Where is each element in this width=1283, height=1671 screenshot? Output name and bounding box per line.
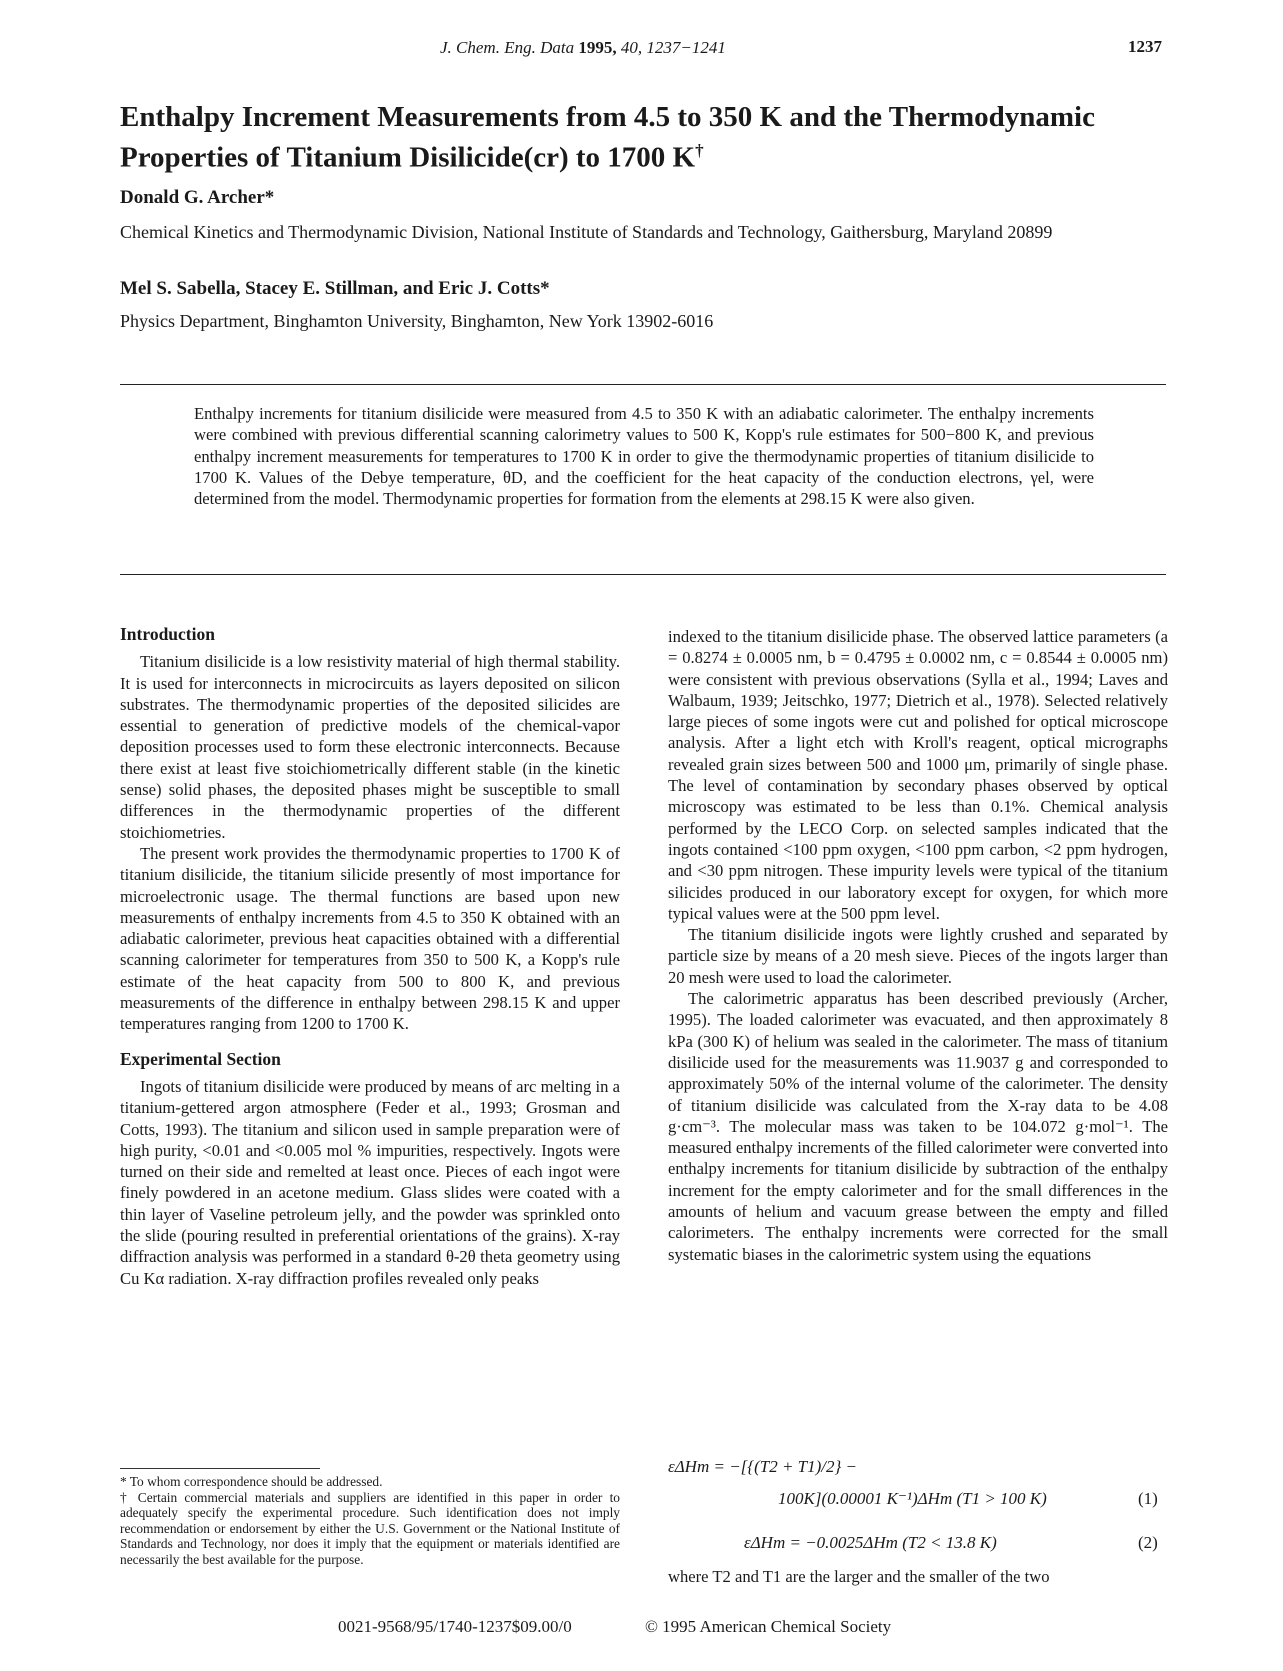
footer-copyright: © 1995 American Chemical Society: [645, 1617, 892, 1636]
journal-pages: 1237−1241: [646, 38, 726, 57]
equation-1-number: (1): [1138, 1489, 1158, 1508]
footnote-disclaimer: † Certain commercial materials and suppliers are identified in this paper in order to adequately specify the experimental procedure. Such identification does not imply recommendation or endorsement by either the U.S. Government or the National Institute of Standards and Technology, nor does it imply that the equipment or materials identified are necessarily the best available for the purpose.: [120, 1489, 620, 1567]
abstract-rule-bottom: [120, 574, 1166, 575]
footnotes: [120, 1474, 620, 1568]
introduction-heading: Introduction: [120, 624, 215, 644]
right-column: [668, 626, 1168, 1265]
journal-name: J. Chem. Eng. Data: [440, 38, 575, 57]
paper-title-text: Enthalpy Increment Measurements from 4.5 to 350 K and the Thermodynamic Properties of Titanium Disilicide(cr) to 1700 K: [120, 101, 1095, 174]
journal-volume: 40,: [620, 38, 643, 57]
intro-paragraph-2: The present work provides the thermodynamic properties to 1700 K of titanium disilicide, the titanium silicide presently of most importance for microelectronic usage. The thermal functions are based upon new measurements of enthalpy increments from 4.5 to 350 K obtained with an adiabatic calorimeter, previous heat capacities obtained with a differential scanning calorimeter for temperatures from 350 to 500 K, a Kopp's rule estimate of the heat capacity from 500 to 800 K, and previous measurements of the difference in enthalpy between 298.15 K and upper temperatures ranging from 1200 to 1700 K.: [120, 843, 620, 1034]
equation-2: εΔHm = −0.0025ΔHm (T2 < 13.8 K): [744, 1533, 997, 1552]
equation-1-line-2: 100K](0.00001 K⁻¹)ΔHm (T1 > 100 K): [778, 1489, 1047, 1508]
left-column: [120, 626, 620, 1289]
right-paragraph-3: The calorimetric apparatus has been described previously (Archer, 1995). The loaded calorimeter was evacuated, and then approximately 8 kPa (300 K) of helium was sealed in the calorimeter. The mass of titanium disilicide used for the measurements was 11.9037 g and corresponded to approximately 50% of the internal volume of the calorimeter. The density of titanium disilicide was calculated from the X-ray data to be 4.08 g·cm⁻³. The molecular mass was taken to be 104.072 g·mol⁻¹. The measured enthalpy increments of the filled calorimeter were converted into enthalpy increments for titanium disilicide by subtraction of the enthalpy increment for the empty calorimeter and for the small differences in the amounts of helium and vacuum grease between the empty and filled calorimeters. The enthalpy increments were corrected for the small systematic biases in the calorimetric system using the equations: [668, 989, 1168, 1264]
footnote-rule: [120, 1468, 320, 1469]
affiliation-1: Chemical Kinetics and Thermodynamic Division, National Institute of Standards and Technology, Gaithersburg, Maryland 20899: [120, 222, 1053, 242]
experimental-paragraph-1: Ingots of titanium disilicide were produced by means of arc melting in a titanium-gettered argon atmosphere (Feder et al., 1993; Grosman and Cotts, 1993). The titanium and silicon used in sample preparation were of high purity, <0.01 and <0.005 mol % impurities, respectively. Ingots were turned on their side and remelted at least once. Pieces of each ingot were finely powdered in an acetone medium. Glass slides were coated with a thin layer of Vaseline petroleum jelly, and the powder was sprinkled onto the slide (pouring resulted in preferential orientations of the grains). X-ray diffraction analysis was performed in a standard θ-2θ theta geometry using Cu Kα radiation. X-ray diffraction profiles revealed only peaks: [120, 1076, 620, 1288]
author-group-2: Mel S. Sabella, Stacey E. Stillman, and Eric J. Cotts*: [120, 278, 550, 299]
affiliation-2: Physics Department, Binghamton University, Binghamton, New York 13902-6016: [120, 311, 714, 331]
intro-paragraph-1: Titanium disilicide is a low resistivity material of high thermal stability. It is used for interconnects in microcircuits as layers deposited on silicon substrates. The thermodynamic properties of the deposited silicides are essential to generation of predictive models of the chemical-vapor deposition processes used to form these electronic interconnects. Because there exist at least five stoichiometrically different stable (in the kinetic sense) solid phases, the deposited phases might be susceptible to small differences in the thermodynamic properties of the different stoichiometries.: [120, 652, 620, 842]
right-paragraph-1: indexed to the titanium disilicide phase. The observed lattice parameters (a = 0.8274 ± 0.0005 nm, b = 0.4795 ± 0.0002 nm, c = 0.8544 ± 0.0005 nm) were consistent with previous observations (Sylla et al., 1994; Laves and Walbaum, 1939; Jeitschko, 1977; Dietrich et al., 1978). Selected relatively large pieces of some ingots were cut and polished for optical microscope analysis. After a light etch with Kroll's reagent, optical micrographs revealed grain sizes between 500 and 1000 μm, primarily of single phase. The level of contamination by secondary phases observed by optical microscopy was estimated to be less than 0.1%. Chemical analysis performed by the LECO Corp. on selected samples indicated that the ingots contained <100 ppm oxygen, <100 ppm carbon, <2 ppm hydrogen, and <30 ppm nitrogen. These impurity levels were typical of the titanium silicides produced in our laboratory except for oxygen, for which more typical values were at the 500 ppm level.: [668, 627, 1168, 923]
equation-1-line-1: εΔHm = −[{(T2 + T1)/2} −: [668, 1457, 858, 1476]
running-header: [440, 38, 726, 58]
title-footnote-mark: †: [695, 141, 704, 160]
footer-article-id: 0021-9568/95/1740-1237$09.00/0: [338, 1617, 572, 1636]
author-group-1: Donald G. Archer*: [120, 187, 275, 208]
right-paragraph-2: The titanium disilicide ingots were lightly crushed and separated by particle size by means of a 20 mesh sieve. Pieces of the ingots larger than 20 mesh were used to load the calorimeter.: [668, 925, 1168, 987]
paper-title: [120, 100, 1180, 175]
equation-2-number: (2): [1138, 1533, 1158, 1552]
journal-year: 1995,: [578, 38, 617, 57]
experimental-heading: Experimental Section: [120, 1048, 281, 1069]
footnote-correspondence: * To whom correspondence should be addressed.: [120, 1474, 383, 1489]
abstract-rule-top: [120, 384, 1166, 385]
equation-followup-text: where T2 and T1 are the larger and the smaller of the two: [668, 1567, 1050, 1586]
abstract: Enthalpy increments for titanium disilicide were measured from 4.5 to 350 K with an adiabatic calorimeter. The enthalpy increments were combined with previous differential scanning calorimetry values to 500 K, Kopp's rule estimates for 500−800 K, and previous enthalpy increment measurements for temperatures to 1700 K in order to give the thermodynamic properties of titanium disilicide to 1700 K. Values of the Debye temperature, θD, and the coefficient for the heat capacity of the conduction electrons, γel, were determined from the model. Thermodynamic properties for formation from the elements at 298.15 K were also given.: [194, 404, 1094, 509]
page-number: 1237: [1128, 37, 1162, 56]
